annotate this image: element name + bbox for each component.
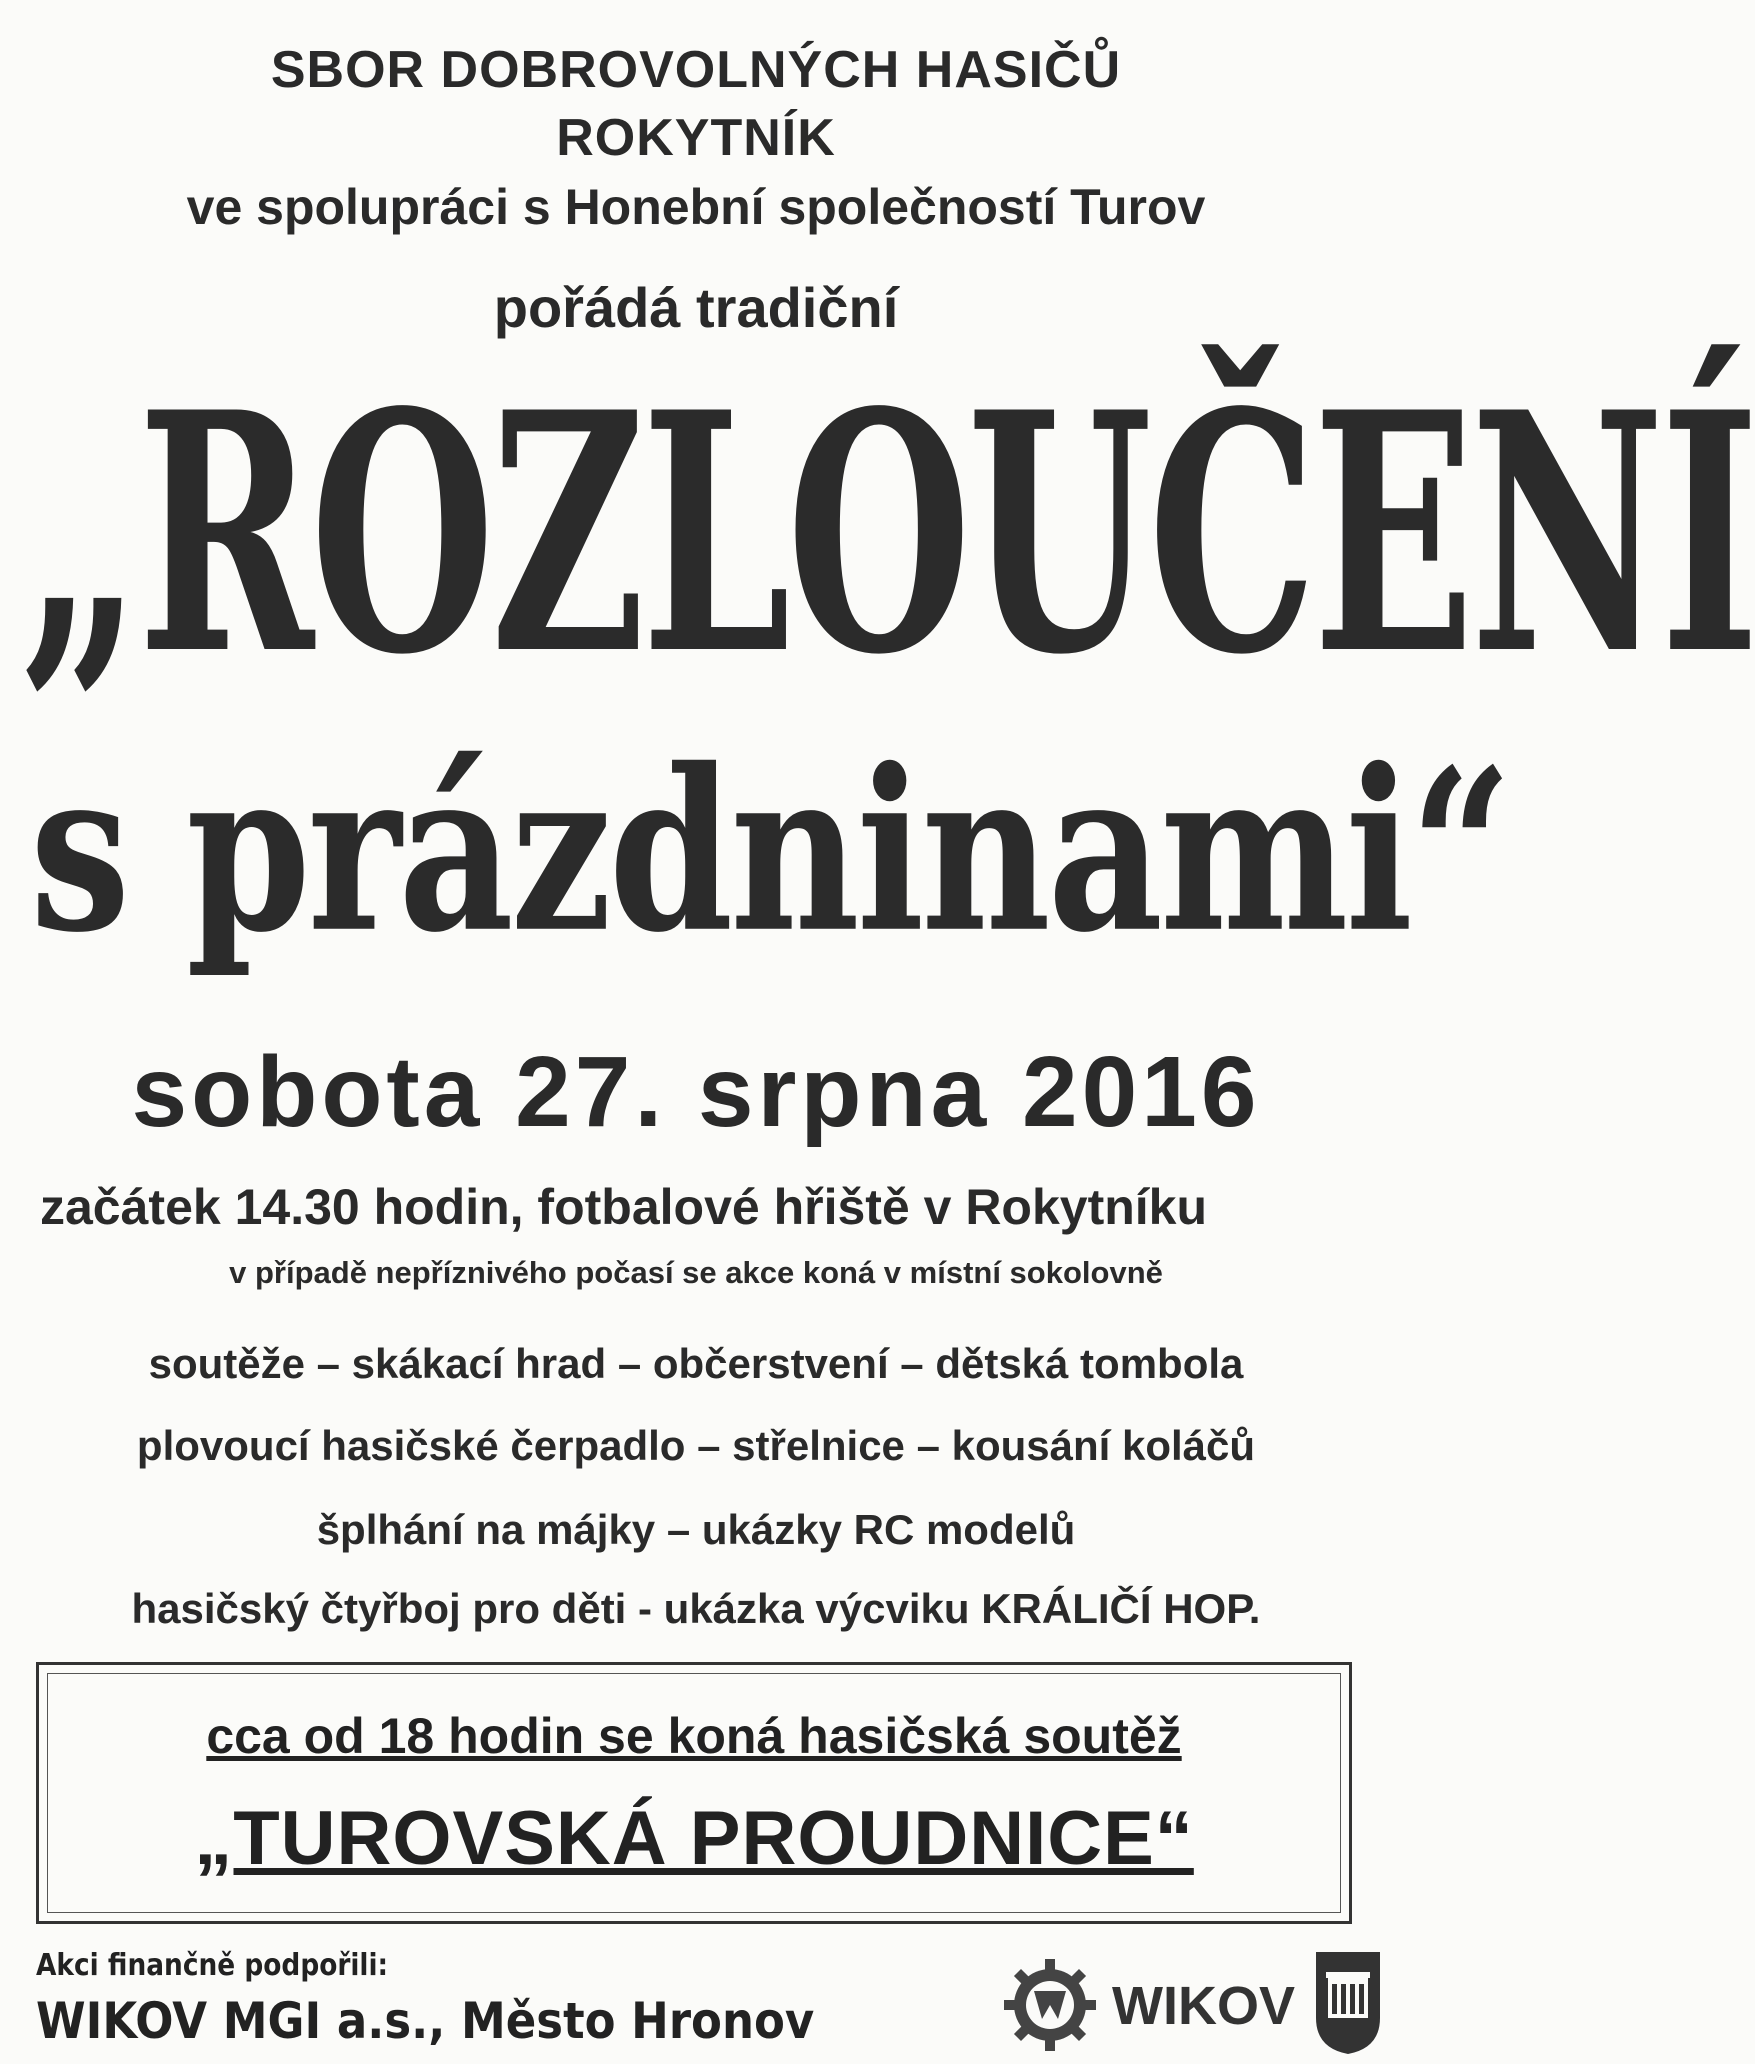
activity-line: šplhání na májky – ukázky RC modelů	[316, 1506, 1076, 1553]
contest-name: „TUROVSKÁ PROUDNICE“	[194, 1796, 1194, 1881]
sponsors-label: Akci finančně podpořili:	[36, 1948, 389, 1983]
event-date: sobota 27. srpna 2016	[131, 1036, 1261, 1148]
event-title-line-1: „ROZLOUČENÍ	[20, 340, 1755, 727]
event-title-line-2: s prázdninami“	[30, 720, 1510, 982]
organizer-line-2: ROKYTNÍK	[556, 109, 836, 167]
rain-note: v případě nepříznivého počasí se akce koná v místní sokolovně	[229, 1255, 1163, 1290]
pretitle: pořádá tradiční	[493, 276, 899, 339]
organizer-line-1: SBOR DOBROVOLNÝCH HASIČŮ	[270, 41, 1122, 99]
town-crest-icon	[1312, 1948, 1384, 2058]
contest-intro: cca od 18 hodin se koná hasičská soutěž	[206, 1708, 1182, 1764]
activity-line: soutěže – skákací hrad – občerstvení – dětská tombola	[148, 1340, 1244, 1387]
wikov-logo-text: WIKOV	[1112, 1976, 1295, 2036]
cooperation-line: ve spolupráci s Honební společností Turov	[186, 179, 1206, 235]
gear-logo-icon	[1000, 1955, 1100, 2055]
activity-line: plovoucí hasičské čerpadlo – střelnice – kousání koláčů	[136, 1422, 1256, 1469]
sponsors-names: WIKOV MGI a.s., Město Hronov	[36, 1992, 815, 2050]
activity-line: hasičský čtyřboj pro děti - ukázka výcviku KRÁLIČÍ HOP.	[131, 1585, 1261, 1632]
contest-box	[36, 1662, 1352, 1924]
event-start: začátek 14.30 hodin, fotbalové hřiště v Rokytníku	[40, 1179, 1208, 1235]
